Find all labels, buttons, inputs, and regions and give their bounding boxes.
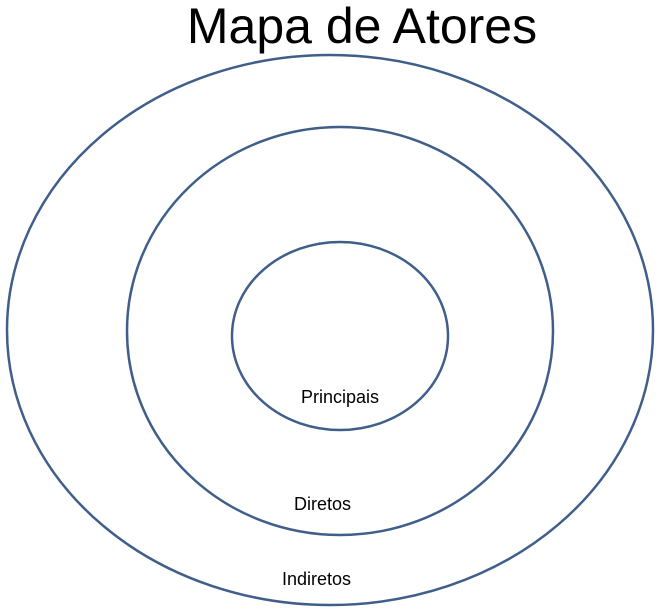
outer-ring: [7, 55, 653, 605]
middle-ring: [127, 127, 553, 535]
outer-ring-label: Indiretos: [282, 569, 352, 589]
middle-ring-label: Diretos: [294, 494, 352, 514]
inner-ring-label: Principais: [301, 387, 380, 407]
diagram-title: Mapa de Atores: [186, 0, 538, 54]
